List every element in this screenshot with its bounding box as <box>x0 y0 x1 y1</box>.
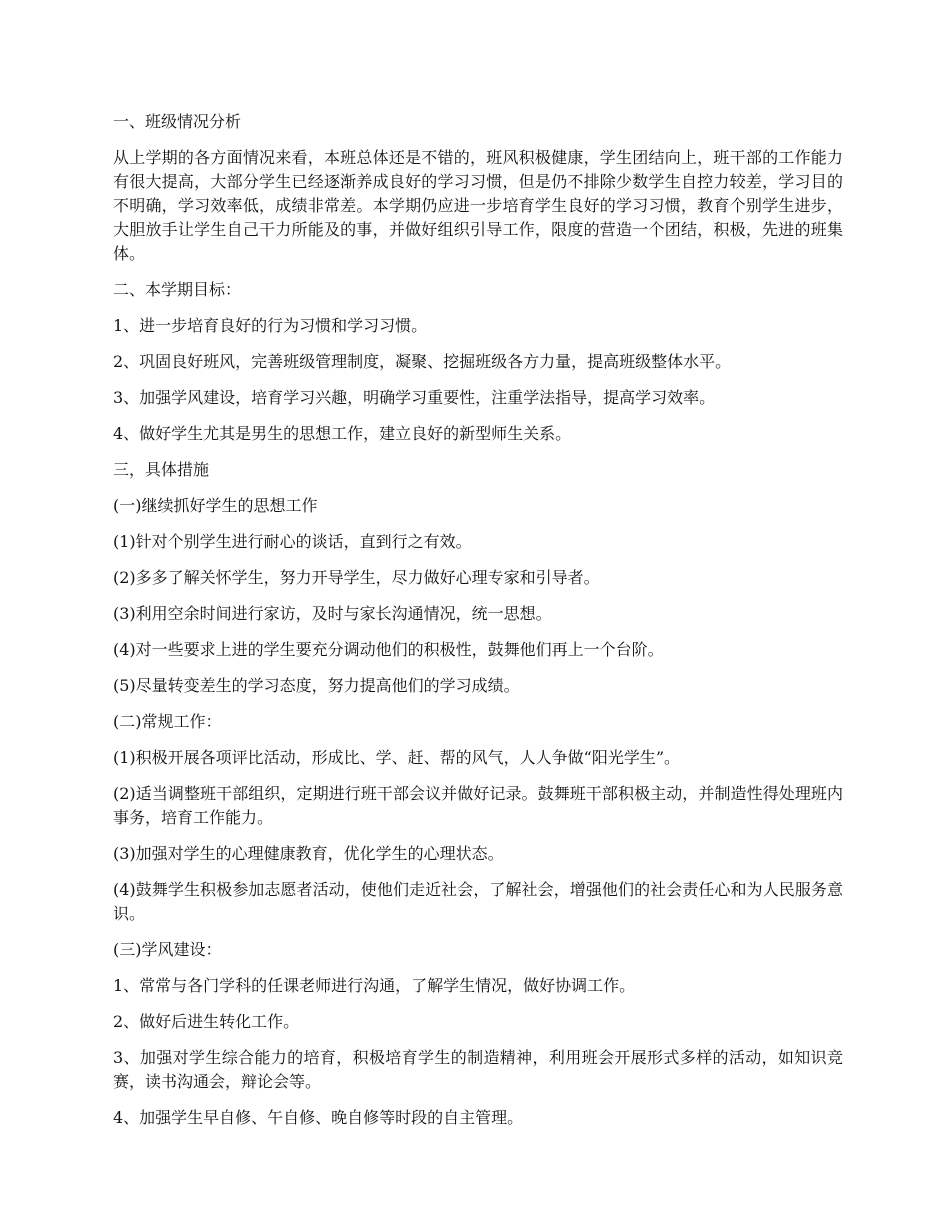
section-heading-semester-goals: 二、本学期目标： <box>113 280 242 299</box>
subsection-heading-routine: (二)常规工作： <box>113 712 222 731</box>
ideology-item-2: (2)多多了解关怀学生，努力开导学生，尽力做好心理专家和引导者。 <box>113 568 600 587</box>
ideology-item-3: (3)利用空余时间进行家访，及时与家长沟通情况，统一思想。 <box>113 604 552 623</box>
ideology-item-4: (4)对一些要求上进的学生要充分调动他们的积极性，鼓舞他们再上一个台阶。 <box>113 640 664 659</box>
routine-item-4: (4)鼓舞学生积极参加志愿者活动，使他们走近社会，了解社会，增强他们的社会责任心和为人民服务意识。 <box>113 880 843 923</box>
ideology-item-1: (1)针对个别学生进行耐心的谈话，直到行之有效。 <box>113 532 472 551</box>
goal-item-4: 4、做好学生尤其是男生的思想工作，建立良好的新型师生关系。 <box>113 424 572 443</box>
subsection-heading-study-style: (三)学风建设： <box>113 940 222 959</box>
routine-item-1: (1)积极开展各项评比活动，形成比、学、赶、帮的风气，人人争做“阳光学生”。 <box>113 748 681 767</box>
ideology-item-5: (5)尽量转变差生的学习态度，努力提高他们的学习成绩。 <box>113 676 520 695</box>
section-heading-measures: 三，具体措施 <box>113 460 210 479</box>
routine-item-3: (3)加强对学生的心理健康教育，优化学生的心理状态。 <box>113 844 504 863</box>
goal-item-3: 3、加强学风建设，培育学习兴趣，明确学习重要性，注重学法指导，提高学习效率。 <box>113 388 716 407</box>
study-style-item-4: 4、加强学生早自修、午自修、晚自修等时段的自主管理。 <box>113 1108 524 1127</box>
paragraph-class-analysis: 从上学期的各方面情况来看，本班总体还是不错的，班风积极健康，学生团结向上，班干部的工作能力有很大提高，大部分学生已经逐渐养成良好的学习习惯，但是仍不排除少数学生自控力较差，学习目的不明确，学习效率低，成绩非常差。本学期仍应进一步培育学生良好的学习习惯，教育个别学生进步，大胆放手让学生自己干力所能及的事，并做好组织引导工作，限度的营造一个团结，积极，先进的班集体。 <box>113 148 843 263</box>
routine-item-2: (2)适当调整班干部组织，定期进行班干部会议并做好记录。鼓舞班干部积极主动，并制造性得处理班内事务，培育工作能力。 <box>113 784 843 827</box>
study-style-item-2: 2、做好后进生转化工作。 <box>113 1012 300 1031</box>
document-page <box>113 110 843 1142</box>
subsection-heading-ideology: (一)继续抓好学生的思想工作 <box>113 496 318 515</box>
study-style-item-3: 3、加强对学生综合能力的培育，积极培育学生的制造精神，利用班会开展形式多样的活动，如知识竞赛，读书沟通会，辩论会等。 <box>113 1048 843 1091</box>
study-style-item-1: 1、常常与各门学科的任课老师进行沟通，了解学生情况，做好协调工作。 <box>113 976 636 995</box>
section-heading-class-analysis: 一、班级情况分析 <box>113 112 242 131</box>
goal-item-1: 1、进一步培育良好的行为习惯和学习习惯。 <box>113 316 428 335</box>
goal-item-2: 2、巩固良好班风，完善班级管理制度，凝聚、挖掘班级各方力量，提高班级整体水平。 <box>113 352 732 371</box>
